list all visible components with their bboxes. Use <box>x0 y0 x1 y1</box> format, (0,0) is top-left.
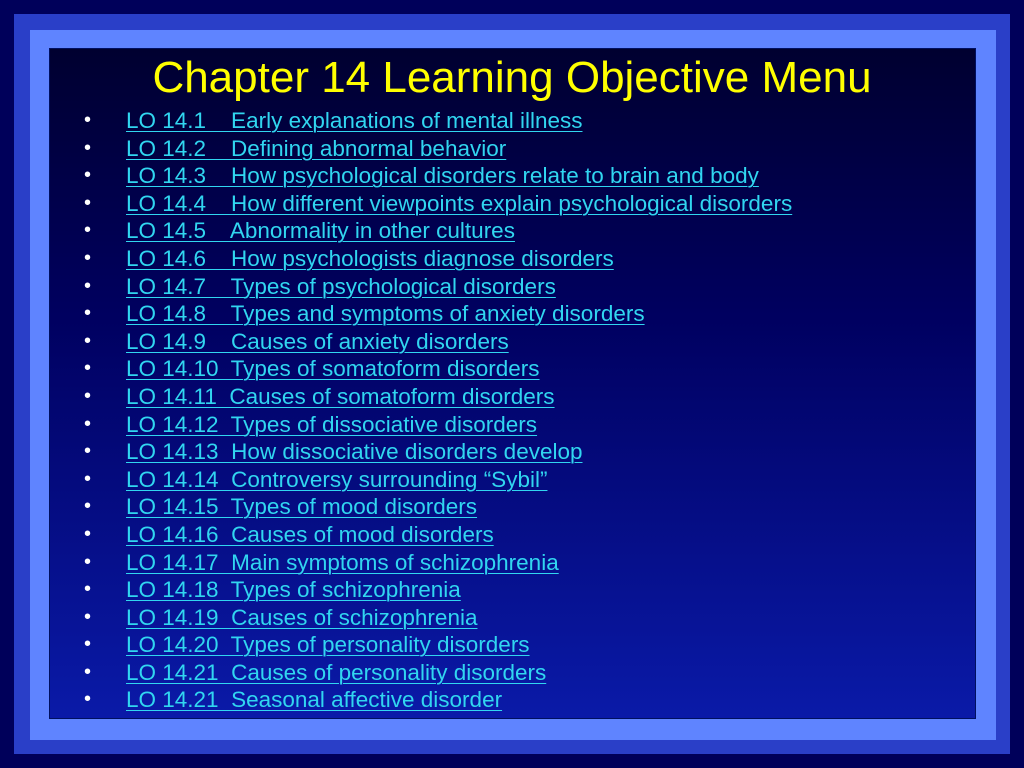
lo-link-14-20[interactable]: LO 14.20 Types of personality disorders <box>126 632 530 658</box>
lo-link-14-2[interactable]: LO 14.2 Defining abnormal behavior <box>126 135 507 161</box>
lo-link-14-21-seasonal[interactable]: LO 14.21 Seasonal affective disorder <box>126 687 503 713</box>
bullet-icon: • <box>84 522 92 545</box>
bullet-icon: • <box>84 219 92 242</box>
bullet-icon: • <box>84 274 92 297</box>
lo-link-14-9[interactable]: LO 14.9 Causes of anxiety disorders <box>126 328 509 354</box>
lo-link-14-3[interactable]: LO 14.3 How psychological disorders relate to brain and body <box>126 163 759 189</box>
bullet-icon: • <box>84 357 92 380</box>
bullet-icon: • <box>84 329 92 352</box>
lo-link-14-12[interactable]: LO 14.12 Types of dissociative disorders <box>126 411 538 437</box>
lo-link-14-4[interactable]: LO 14.4 How different viewpoints explain psychological disorders <box>126 190 793 216</box>
lo-link-14-15[interactable]: LO 14.15 Types of mood disorders <box>126 494 478 520</box>
lo-link-14-13[interactable]: LO 14.13 How dissociative disorders develop <box>126 439 583 465</box>
lo-link-14-14[interactable]: LO 14.14 Controversy surrounding “Sybil” <box>126 466 548 492</box>
bullet-icon: • <box>84 136 92 159</box>
bullet-icon: • <box>84 605 92 628</box>
lo-link-14-21[interactable]: LO 14.21 Causes of personality disorders <box>126 659 547 685</box>
lo-link-14-10[interactable]: LO 14.10 Types of somatoform disorders <box>126 356 540 382</box>
bullet-icon: • <box>84 633 92 656</box>
lo-link-14-19[interactable]: LO 14.19 Causes of schizophrenia <box>126 604 478 630</box>
bullet-icon: • <box>84 688 92 711</box>
bullet-icon: • <box>84 109 92 131</box>
bullet-icon: • <box>84 495 92 518</box>
bullet-icon: • <box>84 191 92 214</box>
bullet-icon: • <box>84 467 92 490</box>
bullet-icon: • <box>84 550 92 573</box>
bullet-icon: • <box>84 302 92 325</box>
bullet-icon: • <box>84 660 92 683</box>
bullet-icon: • <box>84 578 92 601</box>
lo-link-14-18[interactable]: LO 14.18 Types of schizophrenia <box>126 577 461 603</box>
bullet-icon: • <box>84 384 92 407</box>
lo-link-14-8[interactable]: LO 14.8 Types and symptoms of anxiety disorders <box>126 301 645 327</box>
slide-title: Chapter 14 Learning Objective Menu <box>152 53 872 102</box>
bullet-icon: • <box>84 440 92 463</box>
lo-link-14-16[interactable]: LO 14.16 Causes of mood disorders <box>126 521 494 547</box>
lo-link-14-11[interactable]: LO 14.11 Causes of somatoform disorders <box>126 383 555 409</box>
lo-link-14-7[interactable]: LO 14.7 Types of psychological disorders <box>126 273 556 299</box>
bullet-icon: • <box>84 164 92 187</box>
lo-link-14-1[interactable]: LO 14.1 Early explanations of mental illness <box>126 108 583 133</box>
lo-link-14-5[interactable]: LO 14.5 Abnormality in other cultures <box>126 218 515 244</box>
lo-link-14-17[interactable]: LO 14.17 Main symptoms of schizophrenia <box>126 549 559 575</box>
bullet-icon: • <box>84 412 92 435</box>
bullet-icon: • <box>84 246 92 269</box>
lo-link-14-6[interactable]: LO 14.6 How psychologists diagnose disorders <box>126 245 614 271</box>
